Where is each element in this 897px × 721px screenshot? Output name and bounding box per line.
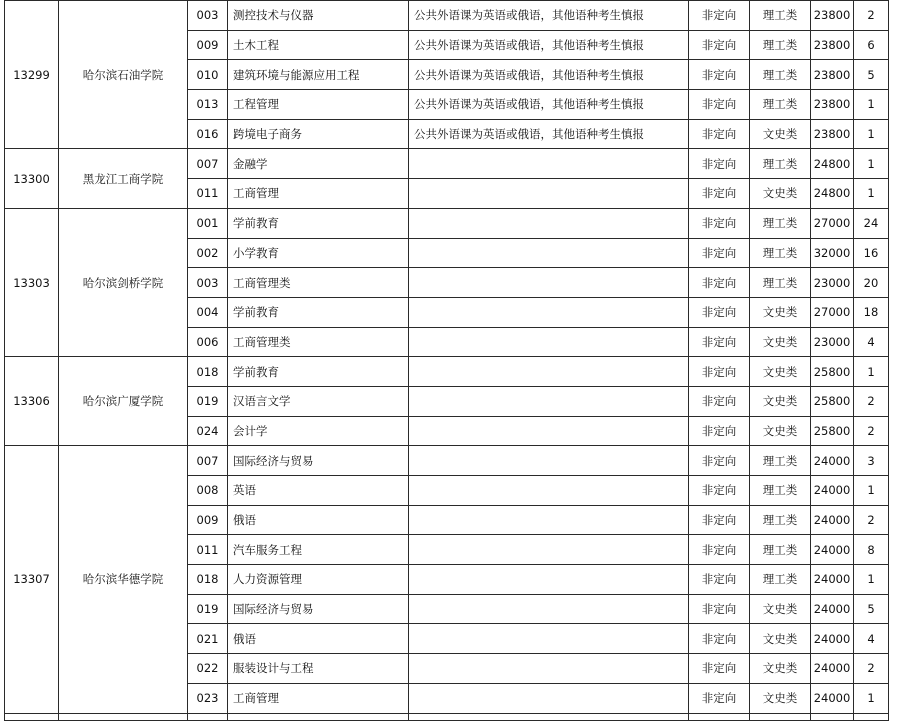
- tuition-fee-cell: 32000: [811, 238, 854, 268]
- quota-cell: 1: [854, 357, 889, 387]
- major-name-cell: 学前教育: [228, 208, 409, 238]
- major-name-cell: 建筑环境与能源应用工程: [228, 60, 409, 90]
- remark-cell: [409, 179, 689, 209]
- orientation-cell: 非定向: [689, 594, 750, 624]
- quota-cell: 20: [854, 268, 889, 298]
- subject-type-cell: 理工类: [750, 149, 811, 179]
- tuition-fee-cell: 27000: [811, 208, 854, 238]
- major-name-cell: 人力资源管理: [228, 565, 409, 595]
- remark-cell: [409, 565, 689, 595]
- orientation-cell: 非定向: [689, 268, 750, 298]
- major-code-cell: 004: [188, 297, 228, 327]
- remark-cell: [409, 327, 689, 357]
- tuition-fee-cell: 24000: [811, 446, 854, 476]
- orientation-cell: 非定向: [689, 119, 750, 149]
- subject-type-cell: 理工类: [750, 30, 811, 60]
- school-code-cell: 13306: [5, 357, 59, 446]
- orientation-cell: 非定向: [689, 179, 750, 209]
- major-name-cell: 金融学: [228, 149, 409, 179]
- major-code-cell: 001: [188, 208, 228, 238]
- table-row: [5, 208, 889, 238]
- major-code-cell: 006: [188, 327, 228, 357]
- tuition-fee-cell: 24000: [811, 624, 854, 654]
- tuition-fee-cell: 24000: [811, 654, 854, 684]
- major-code-cell: 018: [188, 357, 228, 387]
- tuition-fee-cell: 23800: [811, 119, 854, 149]
- empty-cell: [811, 713, 854, 720]
- major-name-cell: 工商管理: [228, 683, 409, 713]
- tuition-fee-cell: 24000: [811, 476, 854, 506]
- subject-type-cell: 理工类: [750, 505, 811, 535]
- subject-type-cell: 理工类: [750, 446, 811, 476]
- remark-cell: [409, 268, 689, 298]
- remark-cell: [409, 386, 689, 416]
- school-code-cell: 13299: [5, 1, 59, 149]
- quota-cell: 2: [854, 386, 889, 416]
- remark-cell: [409, 238, 689, 268]
- subject-type-cell: 理工类: [750, 238, 811, 268]
- empty-cell: [188, 713, 228, 720]
- major-name-cell: 俄语: [228, 505, 409, 535]
- quota-cell: 1: [854, 683, 889, 713]
- tuition-fee-cell: 24000: [811, 683, 854, 713]
- remark-cell: [409, 624, 689, 654]
- school-name-cell: 黑龙江工商学院: [59, 149, 188, 208]
- quota-cell: 1: [854, 565, 889, 595]
- remark-cell: [409, 654, 689, 684]
- tuition-fee-cell: 23800: [811, 90, 854, 120]
- orientation-cell: 非定向: [689, 149, 750, 179]
- major-name-cell: 会计学: [228, 416, 409, 446]
- school-name-cell: 哈尔滨剑桥学院: [59, 208, 188, 356]
- remark-cell: [409, 357, 689, 387]
- major-code-cell: 021: [188, 624, 228, 654]
- major-name-cell: 工程管理: [228, 90, 409, 120]
- school-code-cell: 13300: [5, 149, 59, 208]
- remark-cell: 公共外语课为英语或俄语，其他语种考生慎报: [409, 1, 689, 31]
- school-name-cell: 哈尔滨石油学院: [59, 1, 188, 149]
- subject-type-cell: 理工类: [750, 476, 811, 506]
- major-name-cell: 学前教育: [228, 357, 409, 387]
- orientation-cell: 非定向: [689, 90, 750, 120]
- subject-type-cell: 理工类: [750, 90, 811, 120]
- remark-cell: [409, 416, 689, 446]
- remark-cell: [409, 476, 689, 506]
- orientation-cell: 非定向: [689, 60, 750, 90]
- tuition-fee-cell: 23800: [811, 60, 854, 90]
- remark-cell: [409, 505, 689, 535]
- orientation-cell: 非定向: [689, 297, 750, 327]
- quota-cell: 3: [854, 446, 889, 476]
- table-row-partial: [5, 713, 889, 720]
- remark-cell: [409, 208, 689, 238]
- quota-cell: 1: [854, 179, 889, 209]
- orientation-cell: 非定向: [689, 1, 750, 31]
- empty-cell: [409, 713, 689, 720]
- remark-cell: [409, 683, 689, 713]
- orientation-cell: 非定向: [689, 683, 750, 713]
- subject-type-cell: 理工类: [750, 565, 811, 595]
- empty-cell: [750, 713, 811, 720]
- major-code-cell: 002: [188, 238, 228, 268]
- subject-type-cell: 文史类: [750, 683, 811, 713]
- quota-cell: 4: [854, 327, 889, 357]
- quota-cell: 18: [854, 297, 889, 327]
- subject-type-cell: 文史类: [750, 654, 811, 684]
- remark-cell: 公共外语课为英语或俄语，其他语种考生慎报: [409, 90, 689, 120]
- major-name-cell: 英语: [228, 476, 409, 506]
- school-code-cell: 13303: [5, 208, 59, 356]
- subject-type-cell: 文史类: [750, 357, 811, 387]
- orientation-cell: 非定向: [689, 416, 750, 446]
- major-name-cell: 小学教育: [228, 238, 409, 268]
- quota-cell: 1: [854, 149, 889, 179]
- table-row: [5, 446, 889, 476]
- subject-type-cell: 文史类: [750, 297, 811, 327]
- major-code-cell: 022: [188, 654, 228, 684]
- subject-type-cell: 理工类: [750, 535, 811, 565]
- subject-type-cell: 文史类: [750, 594, 811, 624]
- empty-cell: [5, 713, 59, 720]
- school-code-cell: 13307: [5, 446, 59, 713]
- subject-type-cell: 理工类: [750, 60, 811, 90]
- major-code-cell: 011: [188, 179, 228, 209]
- enrollment-table: [4, 0, 889, 721]
- table-row: [5, 357, 889, 387]
- major-code-cell: 007: [188, 446, 228, 476]
- quota-cell: 4: [854, 624, 889, 654]
- quota-cell: 2: [854, 505, 889, 535]
- orientation-cell: 非定向: [689, 386, 750, 416]
- tuition-fee-cell: 25800: [811, 386, 854, 416]
- major-code-cell: 024: [188, 416, 228, 446]
- remark-cell: [409, 297, 689, 327]
- orientation-cell: 非定向: [689, 30, 750, 60]
- table-row: [5, 1, 889, 31]
- major-code-cell: 018: [188, 565, 228, 595]
- subject-type-cell: 理工类: [750, 1, 811, 31]
- remark-cell: [409, 446, 689, 476]
- orientation-cell: 非定向: [689, 327, 750, 357]
- remark-cell: [409, 535, 689, 565]
- major-code-cell: 009: [188, 30, 228, 60]
- quota-cell: 1: [854, 476, 889, 506]
- major-code-cell: 003: [188, 1, 228, 31]
- tuition-fee-cell: 25800: [811, 357, 854, 387]
- major-code-cell: 003: [188, 268, 228, 298]
- subject-type-cell: 文史类: [750, 119, 811, 149]
- major-code-cell: 019: [188, 594, 228, 624]
- major-name-cell: 土木工程: [228, 30, 409, 60]
- major-name-cell: 汽车服务工程: [228, 535, 409, 565]
- school-name-cell: 哈尔滨华德学院: [59, 446, 188, 713]
- quota-cell: 6: [854, 30, 889, 60]
- tuition-fee-cell: 23800: [811, 30, 854, 60]
- tuition-fee-cell: 24800: [811, 179, 854, 209]
- major-name-cell: 俄语: [228, 624, 409, 654]
- tuition-fee-cell: 24000: [811, 594, 854, 624]
- orientation-cell: 非定向: [689, 624, 750, 654]
- orientation-cell: 非定向: [689, 357, 750, 387]
- remark-cell: 公共外语课为英语或俄语，其他语种考生慎报: [409, 60, 689, 90]
- remark-cell: [409, 594, 689, 624]
- orientation-cell: 非定向: [689, 654, 750, 684]
- tuition-fee-cell: 24000: [811, 535, 854, 565]
- empty-cell: [228, 713, 409, 720]
- remark-cell: [409, 149, 689, 179]
- tuition-fee-cell: 23000: [811, 268, 854, 298]
- orientation-cell: 非定向: [689, 505, 750, 535]
- table-row: [5, 149, 889, 179]
- orientation-cell: 非定向: [689, 565, 750, 595]
- remark-cell: 公共外语课为英语或俄语，其他语种考生慎报: [409, 30, 689, 60]
- school-name-cell: 哈尔滨广厦学院: [59, 357, 188, 446]
- quota-cell: 8: [854, 535, 889, 565]
- quota-cell: 1: [854, 90, 889, 120]
- quota-cell: 24: [854, 208, 889, 238]
- major-name-cell: 工商管理: [228, 179, 409, 209]
- empty-cell: [689, 713, 750, 720]
- major-name-cell: 测控技术与仪器: [228, 1, 409, 31]
- empty-cell: [854, 713, 889, 720]
- orientation-cell: 非定向: [689, 238, 750, 268]
- quota-cell: 2: [854, 416, 889, 446]
- quota-cell: 2: [854, 654, 889, 684]
- major-name-cell: 汉语言文学: [228, 386, 409, 416]
- subject-type-cell: 文史类: [750, 416, 811, 446]
- subject-type-cell: 文史类: [750, 179, 811, 209]
- subject-type-cell: 文史类: [750, 624, 811, 654]
- major-name-cell: 服装设计与工程: [228, 654, 409, 684]
- major-name-cell: 国际经济与贸易: [228, 594, 409, 624]
- quota-cell: 5: [854, 594, 889, 624]
- major-code-cell: 010: [188, 60, 228, 90]
- quota-cell: 5: [854, 60, 889, 90]
- quota-cell: 2: [854, 1, 889, 31]
- major-name-cell: 跨境电子商务: [228, 119, 409, 149]
- tuition-fee-cell: 23000: [811, 327, 854, 357]
- major-name-cell: 学前教育: [228, 297, 409, 327]
- subject-type-cell: 理工类: [750, 268, 811, 298]
- subject-type-cell: 文史类: [750, 327, 811, 357]
- major-code-cell: 016: [188, 119, 228, 149]
- major-code-cell: 023: [188, 683, 228, 713]
- major-name-cell: 工商管理类: [228, 327, 409, 357]
- orientation-cell: 非定向: [689, 476, 750, 506]
- tuition-fee-cell: 24000: [811, 565, 854, 595]
- table-body: [5, 1, 889, 721]
- major-code-cell: 008: [188, 476, 228, 506]
- major-name-cell: 国际经济与贸易: [228, 446, 409, 476]
- tuition-fee-cell: 24000: [811, 505, 854, 535]
- major-code-cell: 011: [188, 535, 228, 565]
- major-name-cell: 工商管理类: [228, 268, 409, 298]
- subject-type-cell: 理工类: [750, 208, 811, 238]
- major-code-cell: 009: [188, 505, 228, 535]
- subject-type-cell: 文史类: [750, 386, 811, 416]
- major-code-cell: 007: [188, 149, 228, 179]
- quota-cell: 16: [854, 238, 889, 268]
- quota-cell: 1: [854, 119, 889, 149]
- remark-cell: 公共外语课为英语或俄语，其他语种考生慎报: [409, 119, 689, 149]
- tuition-fee-cell: 27000: [811, 297, 854, 327]
- major-code-cell: 019: [188, 386, 228, 416]
- tuition-fee-cell: 23800: [811, 1, 854, 31]
- tuition-fee-cell: 24800: [811, 149, 854, 179]
- empty-cell: [59, 713, 188, 720]
- orientation-cell: 非定向: [689, 208, 750, 238]
- tuition-fee-cell: 25800: [811, 416, 854, 446]
- orientation-cell: 非定向: [689, 446, 750, 476]
- major-code-cell: 013: [188, 90, 228, 120]
- orientation-cell: 非定向: [689, 535, 750, 565]
